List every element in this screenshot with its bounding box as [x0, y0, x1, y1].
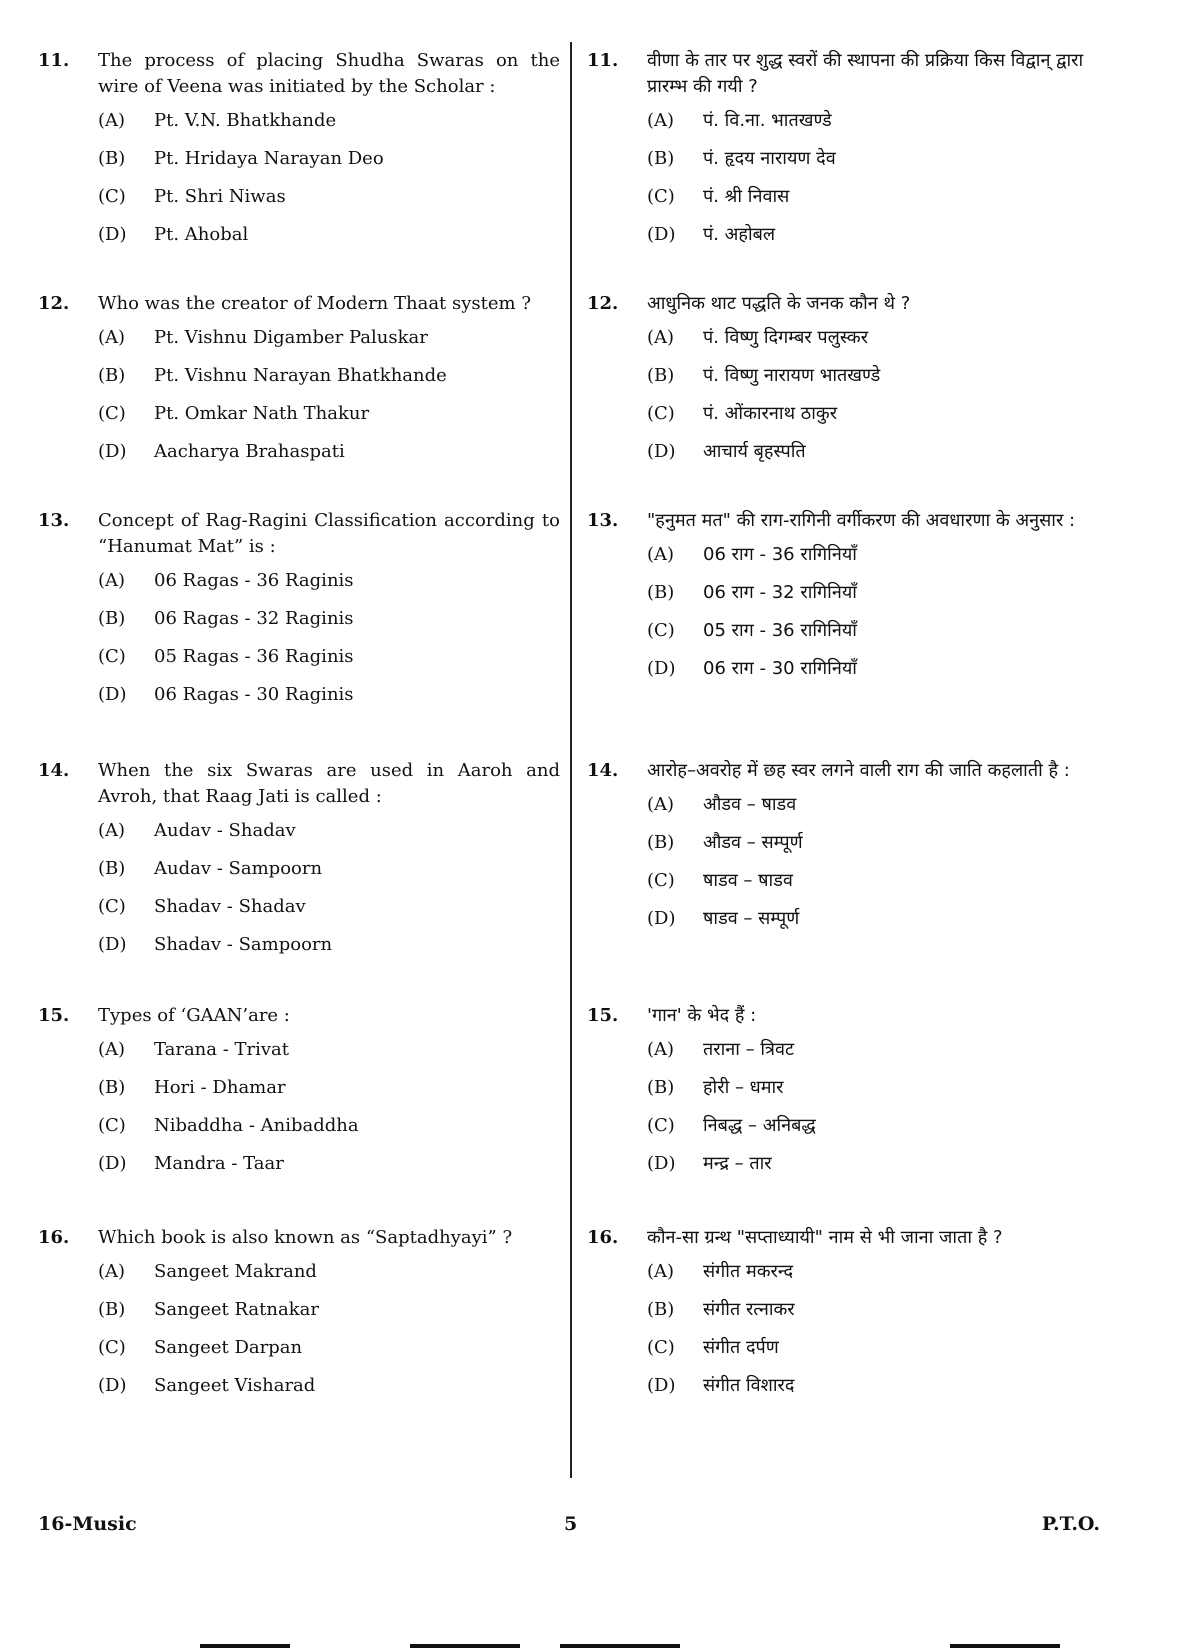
option-text: Sangeet Visharad — [154, 1375, 316, 1396]
option-label: (A) — [98, 1261, 126, 1282]
option-label: (D) — [647, 441, 676, 462]
option-text: पं. अहोबल — [703, 224, 776, 245]
option-list — [98, 568, 560, 720]
option-item — [98, 401, 560, 439]
option-item — [98, 644, 560, 682]
option-item — [98, 363, 560, 401]
option-label: (B) — [647, 365, 675, 386]
option-label: (C) — [98, 403, 126, 424]
option-item — [98, 108, 560, 146]
option-label: (C) — [98, 646, 126, 667]
option-text: आचार्य बृहस्पति — [703, 441, 806, 462]
question-text: When the six Swaras are used in Aaroh and Avroh, that Raag Jati is called : — [98, 760, 560, 807]
option-list — [98, 108, 560, 260]
question-hi — [587, 1225, 1107, 1411]
question-number: 15. — [38, 1005, 70, 1026]
option-item — [98, 325, 560, 363]
option-label: (A) — [647, 544, 675, 565]
option-label: (D) — [98, 684, 127, 705]
option-label: (A) — [647, 327, 675, 348]
question-number: 16. — [38, 1227, 70, 1248]
question-text: आधुनिक थाट पद्धति के जनक कौन थे ? — [647, 293, 911, 314]
question-en — [38, 758, 560, 970]
option-label: (D) — [98, 1153, 127, 1174]
option-list — [647, 792, 1107, 944]
option-list — [98, 1037, 560, 1189]
option-text: Audav - Sampoorn — [154, 858, 323, 879]
question-number: 14. — [38, 760, 70, 781]
question-number: 13. — [587, 510, 619, 531]
option-item — [647, 1113, 1107, 1151]
option-text: पं. विष्णु दिगम्बर पलुस्कर — [703, 327, 869, 348]
option-label: (B) — [98, 148, 126, 169]
option-text: Mandra - Taar — [154, 1153, 284, 1174]
option-text: संगीत दर्पण — [703, 1337, 779, 1358]
option-item — [98, 1151, 560, 1189]
question-header — [38, 48, 560, 100]
scan-mark — [950, 1644, 1060, 1648]
option-label: (C) — [647, 1115, 675, 1136]
question-number: 16. — [587, 1227, 619, 1248]
option-item — [98, 184, 560, 222]
option-text: Pt. Vishnu Narayan Bhatkhande — [154, 365, 447, 386]
option-label: (D) — [647, 224, 676, 245]
option-text: 06 Ragas - 30 Raginis — [154, 684, 354, 705]
option-item — [98, 1075, 560, 1113]
question-hi — [587, 1003, 1107, 1189]
option-label: (B) — [98, 1299, 126, 1320]
option-item — [98, 439, 560, 477]
option-text: Sangeet Makrand — [154, 1261, 317, 1282]
option-item — [647, 325, 1107, 363]
question-number: 12. — [38, 293, 70, 314]
option-list — [647, 1259, 1107, 1411]
option-text: पं. हृदय नारायण देव — [703, 148, 836, 169]
option-text: औडव – सम्पूर्ण — [703, 832, 803, 853]
option-label: (A) — [647, 794, 675, 815]
option-item — [647, 1373, 1107, 1411]
option-list — [98, 1259, 560, 1411]
option-label: (C) — [647, 403, 675, 424]
option-label: (A) — [98, 570, 126, 591]
question-header — [587, 1003, 1107, 1029]
scan-mark — [410, 1644, 520, 1648]
option-text: औडव – षाडव — [703, 794, 797, 815]
question-text: "हनुमत मत" की राग-रागिनी वर्गीकरण की अवधारणा के अनुसार : — [647, 510, 1076, 531]
option-text: Sangeet Darpan — [154, 1337, 303, 1358]
option-label: (C) — [98, 1337, 126, 1358]
option-item — [647, 146, 1107, 184]
option-item — [647, 792, 1107, 830]
question-hi — [587, 508, 1107, 694]
option-list — [98, 325, 560, 477]
option-label: (B) — [647, 832, 675, 853]
option-text: 06 Ragas - 32 Raginis — [154, 608, 354, 629]
question-en — [38, 508, 560, 720]
option-label: (C) — [98, 1115, 126, 1136]
option-item — [98, 568, 560, 606]
option-text: 05 Ragas - 36 Raginis — [154, 646, 354, 667]
option-text: षाडव – षाडव — [703, 870, 793, 891]
option-label: (B) — [647, 1299, 675, 1320]
option-text: Shadav - Sampoorn — [154, 934, 333, 955]
option-item — [647, 580, 1107, 618]
option-text: पं. विष्णु नारायण भातखण्डे — [703, 365, 881, 386]
option-item — [647, 618, 1107, 656]
option-item — [98, 1113, 560, 1151]
option-text: Aacharya Brahaspati — [154, 441, 345, 462]
option-label: (A) — [98, 1039, 126, 1060]
option-item — [647, 1297, 1107, 1335]
option-label: (A) — [647, 1261, 675, 1282]
option-label: (D) — [98, 1375, 127, 1396]
question-number: 13. — [38, 510, 70, 531]
option-text: संगीत रत्नाकर — [703, 1299, 795, 1320]
question-number: 12. — [587, 293, 619, 314]
option-item — [647, 1335, 1107, 1373]
option-text: मन्द्र – तार — [703, 1153, 772, 1174]
option-item — [647, 184, 1107, 222]
option-label: (A) — [647, 1039, 675, 1060]
question-hi — [587, 48, 1107, 260]
option-list — [98, 818, 560, 970]
question-text: The process of placing Shudha Swaras on the wire of Veena was initiated by the Scholar : — [98, 50, 560, 97]
option-label: (C) — [98, 186, 126, 207]
option-item — [98, 222, 560, 260]
option-label: (D) — [647, 658, 676, 679]
option-label: (B) — [647, 148, 675, 169]
question-header — [38, 291, 560, 317]
option-text: Sangeet Ratnakar — [154, 1299, 319, 1320]
option-text: Pt. Vishnu Digamber Paluskar — [154, 327, 428, 348]
option-label: (C) — [647, 620, 675, 641]
question-number: 15. — [587, 1005, 619, 1026]
option-item — [647, 439, 1107, 477]
option-text: निबद्ध – अनिबद्ध — [703, 1115, 816, 1136]
question-number: 11. — [38, 50, 70, 71]
question-en — [38, 48, 560, 260]
option-text: पं. वि.ना. भातखण्डे — [703, 110, 832, 131]
option-item — [647, 542, 1107, 580]
question-header — [587, 508, 1107, 534]
option-list — [647, 325, 1107, 477]
option-item — [98, 146, 560, 184]
option-label: (B) — [98, 365, 126, 386]
footer-page-number: 5 — [564, 1513, 578, 1535]
question-text: Which book is also known as “Saptadhyayi” ? — [98, 1227, 513, 1248]
option-text: Audav - Shadav — [154, 820, 296, 841]
option-item — [647, 656, 1107, 694]
option-text: Pt. V.N. Bhatkhande — [154, 110, 337, 131]
option-list — [647, 1037, 1107, 1189]
question-text: कौन-सा ग्रन्थ "सप्ताध्यायी" नाम से भी जाना जाता है ? — [647, 1227, 1003, 1248]
option-item — [647, 906, 1107, 944]
question-number: 14. — [587, 760, 619, 781]
option-item — [98, 682, 560, 720]
option-item — [98, 1259, 560, 1297]
option-text: 06 राग - 30 रागिनियाँ — [703, 658, 857, 679]
option-item — [98, 1297, 560, 1335]
option-item — [647, 363, 1107, 401]
option-text: Nibaddha - Anibaddha — [154, 1115, 359, 1136]
option-label: (D) — [647, 1375, 676, 1396]
column-divider — [570, 42, 572, 1478]
option-text: षाडव – सम्पूर्ण — [703, 908, 800, 929]
option-text: Pt. Shri Niwas — [154, 186, 286, 207]
option-text: संगीत विशारद — [703, 1375, 795, 1396]
scan-mark — [560, 1644, 680, 1648]
option-text: 06 Ragas - 36 Raginis — [154, 570, 354, 591]
option-label: (D) — [647, 1153, 676, 1174]
question-text: वीणा के तार पर शुद्ध स्वरों की स्थापना की प्रक्रिया किस विद्वान् द्वारा प्रारम्भ की गयी ? — [647, 50, 1084, 97]
option-label: (B) — [98, 608, 126, 629]
option-label: (D) — [647, 908, 676, 929]
option-text: Hori - Dhamar — [154, 1077, 286, 1098]
option-text: Pt. Ahobal — [154, 224, 249, 245]
option-list — [647, 108, 1107, 260]
question-en — [38, 1225, 560, 1411]
option-list — [647, 542, 1107, 694]
question-text: Types of ‘GAAN’are : — [98, 1005, 290, 1026]
option-item — [647, 868, 1107, 906]
footer-pto: P.T.O. — [1041, 1513, 1100, 1535]
scan-mark — [200, 1644, 290, 1648]
option-text: 06 राग - 36 रागिनियाँ — [703, 544, 857, 565]
question-text: Concept of Rag-Ragini Classification according to “Hanumat Mat” is : — [98, 510, 560, 557]
question-number: 11. — [587, 50, 619, 71]
option-text: संगीत मकरन्द — [703, 1261, 794, 1282]
option-text: होरी – धमार — [703, 1077, 784, 1098]
option-text: Pt. Omkar Nath Thakur — [154, 403, 370, 424]
question-header — [587, 291, 1107, 317]
question-header — [38, 758, 560, 810]
question-header — [587, 48, 1107, 100]
option-item — [98, 932, 560, 970]
option-item — [647, 830, 1107, 868]
option-text: 06 राग - 32 रागिनियाँ — [703, 582, 857, 603]
option-label: (B) — [98, 1077, 126, 1098]
option-label: (D) — [98, 441, 127, 462]
question-header — [38, 1003, 560, 1029]
option-label: (A) — [98, 327, 126, 348]
option-item — [98, 1373, 560, 1411]
question-header — [587, 758, 1107, 784]
option-text: पं. श्री निवास — [703, 186, 790, 207]
option-label: (A) — [98, 820, 126, 841]
question-header — [38, 1225, 560, 1251]
option-text: पं. ओंकारनाथ ठाकुर — [703, 403, 838, 424]
option-label: (C) — [647, 870, 675, 891]
option-item — [98, 606, 560, 644]
option-item — [98, 894, 560, 932]
question-header — [38, 508, 560, 560]
option-label: (D) — [98, 224, 127, 245]
option-text: 05 राग - 36 रागिनियाँ — [703, 620, 857, 641]
question-text: Who was the creator of Modern Thaat system ? — [98, 293, 531, 314]
option-label: (D) — [98, 934, 127, 955]
option-label: (A) — [647, 110, 675, 131]
option-item — [98, 856, 560, 894]
question-en — [38, 291, 560, 477]
question-header — [587, 1225, 1107, 1251]
question-hi — [587, 291, 1107, 477]
option-text: Shadav - Shadav — [154, 896, 306, 917]
footer-subject-code: 16-Music — [38, 1513, 137, 1535]
option-text: Tarana - Trivat — [154, 1039, 290, 1060]
option-item — [647, 1259, 1107, 1297]
option-text: तराना – त्रिवट — [703, 1039, 795, 1060]
option-item — [647, 108, 1107, 146]
option-label: (C) — [647, 186, 675, 207]
option-item — [647, 401, 1107, 439]
question-text: आरोह–अवरोह में छह स्वर लगने वाली राग की जाति कहलाती है : — [647, 760, 1070, 781]
question-text: 'गान' के भेद हैं : — [647, 1005, 757, 1026]
option-item — [98, 1037, 560, 1075]
option-item — [647, 1037, 1107, 1075]
question-hi — [587, 758, 1107, 944]
option-item — [647, 1075, 1107, 1113]
option-label: (B) — [98, 858, 126, 879]
option-label: (B) — [647, 582, 675, 603]
option-text: Pt. Hridaya Narayan Deo — [154, 148, 384, 169]
question-en — [38, 1003, 560, 1189]
option-label: (B) — [647, 1077, 675, 1098]
option-label: (C) — [647, 1337, 675, 1358]
option-item — [98, 1335, 560, 1373]
option-item — [98, 818, 560, 856]
option-label: (C) — [98, 896, 126, 917]
option-item — [647, 222, 1107, 260]
option-item — [647, 1151, 1107, 1189]
option-label: (A) — [98, 110, 126, 131]
